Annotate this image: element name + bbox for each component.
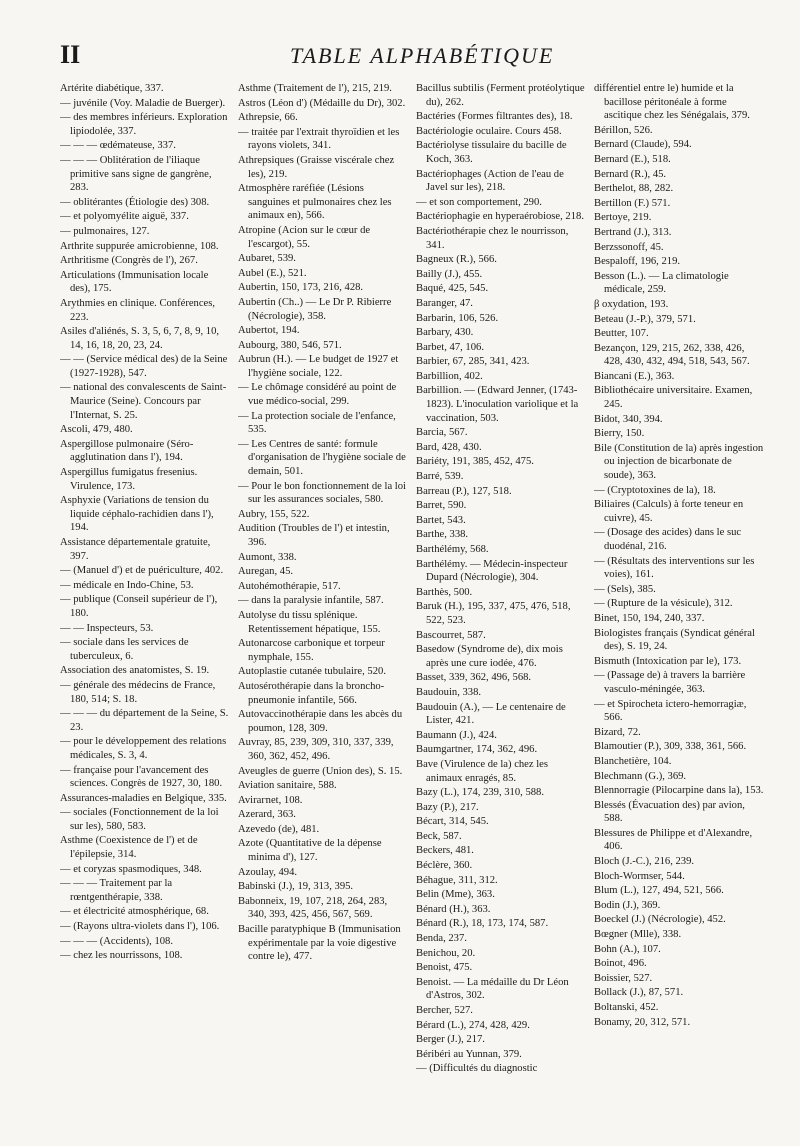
index-entry: Blum (L.), 127, 494, 521, 566. <box>594 885 724 897</box>
index-entry: Autovaccinothérapie dans les abcès du poumon, 128, 309. <box>238 709 403 734</box>
index-entry: — Le chômage considéré au point de vue médico-social, 299. <box>238 382 397 408</box>
index-entry: Boinot, 496. <box>594 958 647 970</box>
index-entry: — pour le développement des relations médicales, S. 3, 4. <box>60 736 227 761</box>
index-entry: Azoulay, 494. <box>238 866 298 878</box>
index-entry: — Les Centres de santé: formule d'organisation de l'hygiène sociale de demain, 501. <box>238 438 406 478</box>
index-entry: Baruk (H.), 195, 337, 475, 476, 518, 522, 523. <box>416 601 571 626</box>
index-entry: Bodin (J.), 369. <box>594 899 661 911</box>
index-entry: Basedow (Syndrome de), dix mois après une cure iodée, 476. <box>416 644 563 669</box>
index-entry: Aubrun (H.). — Le budget de 1927 et l'hygiène sociale, 122. <box>238 354 399 379</box>
index-entry: Bernard (E.), 518. <box>594 153 671 165</box>
index-entry: — juvénile (Voy. Maladie de Buerger). <box>60 97 226 109</box>
index-entry: Arthritisme (Congrès de l'), 267. <box>60 255 198 267</box>
index-entry: Bismuth (Intoxication par le), 173. <box>594 655 742 667</box>
index-entry: Barthe, 338. <box>416 529 469 541</box>
index-entry: Bartet, 543. <box>416 514 466 526</box>
index-entry: Aubel (E.), 521. <box>238 267 307 279</box>
index-entry: Aubaret, 539. <box>238 253 296 265</box>
index-entry: Barbarin, 106, 526. <box>416 312 499 324</box>
index-entry: — chez les nourrissons, 108. <box>60 950 183 962</box>
index-entry: — traitée par l'extrait thyroïdien et les rayons violets, 341. <box>238 126 400 152</box>
index-entry: Aviation sanitaire, 588. <box>238 780 337 792</box>
index-entry: Aubertot, 194. <box>238 325 300 337</box>
index-entry: Bécart, 314, 545. <box>416 816 489 828</box>
index-entry: Bonamy, 20, 312, 571. <box>594 1016 691 1028</box>
index-entry: — française pour l'avancement des sciences. Congrès de 1927, 30, 180. <box>60 764 223 790</box>
index-entry: Athrepsie, 66. <box>238 112 298 124</box>
index-entry: Biliaires (Calculs) à forte teneur en cuivre), 45. <box>594 499 744 524</box>
index-entry: — (Résultats des interventions sur les voies), 161. <box>594 555 755 581</box>
index-entry: Barbillion. — (Edward Jenner, (1743-1823). L'inoculation variolique et la vaccination, 503. <box>416 385 579 424</box>
index-entry: Biologistes français (Syndicat général des), S. 19, 24. <box>594 627 755 653</box>
index-entry: Bollack (J.), 87, 571. <box>594 987 684 999</box>
index-entry: Athrepsiques (Graisse viscérale chez les), 219. <box>238 154 395 180</box>
index-entry: — (Dosage des acides) dans le suc duodénal, 216. <box>594 527 742 552</box>
index-entry: Bazy (L.), 174, 239, 310, 588. <box>416 787 544 799</box>
index-entry: Bernard (R.), 45. <box>594 168 667 180</box>
index-entry: Baudouin (A.), — Le centenaire de Lister, 421. <box>416 701 566 727</box>
index-entry: Bactériothérapie chez le nourrisson, 341. <box>416 225 569 251</box>
index-entry: Bezançon, 129, 215, 262, 338, 426, 428, 430, 432, 494, 518, 543, 567. <box>594 342 750 368</box>
index-entry: Autolyse du tissu splénique. Retentissement hépatique, 155. <box>238 609 381 635</box>
index-entry: — médicale en Indo-Chine, 53. <box>60 579 194 591</box>
index-entry: Bespaloff, 196, 219. <box>594 256 681 268</box>
index-entry: — national des convalescents de Saint-Maurice (Seine). Concours par l'Internat, S. 25. <box>60 382 227 421</box>
index-entry: Auregan, 45. <box>238 566 294 578</box>
index-entry: Autosérothérapie dans la broncho-pneumonie infantile, 566. <box>238 680 385 706</box>
index-entry: Barbier, 67, 285, 341, 423. <box>416 356 530 368</box>
index-entry: Bierry, 150. <box>594 428 645 440</box>
index-entry: Arythmies en clinique. Conférences, 223. <box>60 297 216 323</box>
index-entry: Béclère, 360. <box>416 860 473 872</box>
index-entry: Autohémothérapie, 517. <box>238 580 341 592</box>
index-entry: Barreau (P.), 127, 518. <box>416 485 512 497</box>
index-entry: — dans la paralysie infantile, 587. <box>238 595 384 607</box>
page-number: II <box>60 40 81 69</box>
index-entry: Baranger, 47. <box>416 297 473 309</box>
index-entry: Blechmann (G.), 369. <box>594 770 687 782</box>
index-entry: Bactéries (Formes filtrantes des), 18. <box>416 111 573 123</box>
index-entry: — — (Service médical des) de la Seine (1927-1928), 547. <box>60 354 228 379</box>
index-entry: Bizard, 72. <box>594 726 641 738</box>
index-entry: Benichou, 20. <box>416 947 476 959</box>
index-entry: Belin (Mme), 363. <box>416 889 495 901</box>
index-entry: Baqué, 425, 545. <box>416 283 489 295</box>
index-entry: Barthélémy. — Médecin-inspecteur Dupard (Nécrologie), 304. <box>416 558 568 584</box>
index-entry: Barret, 590. <box>416 500 467 512</box>
index-entry: Bénard (R.), 18, 173, 174, 587. <box>416 918 549 930</box>
index-entry: Bérard (L.), 274, 428, 429. <box>416 1019 530 1031</box>
index-entry: Bloch (J.-C.), 216, 239. <box>594 856 695 868</box>
index-entry: Benoist. — La médaille du Dr Léon d'Astros, 302. <box>416 976 569 1002</box>
index-entry: Bertrand (J.), 313. <box>594 226 672 238</box>
index-entry: Babonneix, 19, 107, 218, 264, 283, 340, 393, 425, 456, 567, 569. <box>238 895 388 921</box>
index-column-4 <box>594 82 764 1077</box>
index-entry: Autonarcose carbonique et torpeur nymphale, 155. <box>238 638 385 663</box>
index-entry: — et son comportement, 290. <box>416 196 542 208</box>
index-entry: Aubertin (Ch..) — Le Dr P. Ribierre (Nécrologie), 358. <box>238 296 392 322</box>
index-entry: Bactériolyse tissulaire du bacille de Koch, 363. <box>416 140 567 165</box>
index-entry: — — — Oblitération de l'iliaque primitive sans signe de gangrène, 283. <box>60 154 212 194</box>
index-entry: Beckers, 481. <box>416 845 474 857</box>
index-entry: — pulmonaires, 127. <box>60 225 150 237</box>
index-entry: Bibliothécaire universitaire. Examen, 245. <box>594 385 753 411</box>
index-entry: — (Rupture de la vésicule), 312. <box>594 598 733 610</box>
index-entry: — — — du département de la Seine, S. 23. <box>60 708 229 733</box>
index-entry: — — — (Accidents), 108. <box>60 935 173 947</box>
index-entry: Besson (L.). — La climatologie médicale, 259. <box>594 270 729 296</box>
index-entry: Barré, 539. <box>416 471 464 483</box>
index-entry: Bertillon (F.) 571. <box>594 197 671 209</box>
index-entry: Auvray, 85, 239, 309, 310, 337, 339, 360, 362, 452, 496. <box>238 737 394 762</box>
index-entry: Aveugles de guerre (Union des), S. 15. <box>238 765 403 777</box>
index-entry: Aspergillose pulmonaire (Séro-agglutination dans l'), 194. <box>60 438 194 464</box>
index-entry: Berzssonoff, 45. <box>594 241 664 253</box>
index-entry: Bœgner (Mlle), 338. <box>594 929 682 941</box>
index-entry: Bariéty, 191, 385, 452, 475. <box>416 456 534 468</box>
index-entry: Articulations (Immunisation locale des), 175. <box>60 269 209 295</box>
index-entry: Azote (Quantitative de la dépense minima d'), 127. <box>238 838 382 864</box>
index-entry: — sociale dans les services de tuberculeux, 6. <box>60 637 189 662</box>
index-entry: — publique (Conseil supérieur de l'), 180. <box>60 594 218 619</box>
index-entry: Azerard, 363. <box>238 809 296 821</box>
index-entry: β oxydation, 193. <box>594 298 669 310</box>
index-entry: Beteau (J.-P.), 379, 571. <box>594 313 696 325</box>
index-entry: Artérite diabétique, 337. <box>60 83 164 94</box>
index-entry: Aspergillus fumigatus fresenius. Virulence, 173. <box>60 467 198 492</box>
index-entry: Bloch-Wormser, 544. <box>594 870 685 882</box>
index-entry: — (Sels), 385. <box>594 583 656 595</box>
index-entry: — (Manuel d') et de puériculture, 402. <box>60 565 224 577</box>
index-entry: Béhague, 311, 312. <box>416 874 498 886</box>
index-entry: Baumgartner, 174, 362, 496. <box>416 744 538 756</box>
index-entry: Bactériophagie en hyperaérobiose, 218. <box>416 211 584 223</box>
index-entry: — et coryzas spasmodiques, 348. <box>60 863 202 875</box>
index-entry: Barbary, 430. <box>416 327 474 339</box>
index-entry: Bailly (J.), 455. <box>416 268 483 280</box>
index-entry: Bave (Virulence de la) chez les animaux enragés, 85. <box>416 758 549 784</box>
index-entry: — — — Traitement par la rœntgenthérapie, 338. <box>60 878 173 903</box>
index-entry: Béribéri au Yunnan, 379. <box>416 1048 522 1060</box>
index-entry: — et polyomyélite aiguë, 337. <box>60 211 189 223</box>
index-entry: Assurances-maladies en Belgique, 335. <box>60 792 227 804</box>
index-column-2 <box>238 82 408 1077</box>
index-entry: Asiles d'aliénés, S. 3, 5, 6, 7, 8, 9, 10, 14, 16, 18, 20, 23, 24. <box>60 326 220 351</box>
index-entry: Astros (Léon d') (Médaille du Dr), 302. <box>238 97 406 109</box>
index-column-1 <box>60 82 230 1077</box>
index-entry: Bidot, 340, 394. <box>594 413 663 425</box>
index-entry: Bazy (P.), 217. <box>416 801 479 813</box>
index-entry: Aubourg, 380, 546, 571. <box>238 339 342 351</box>
index-entry: Bertoye, 219. <box>594 212 652 224</box>
index-entry: Boeckel (J.) (Nécrologie), 452. <box>594 914 726 926</box>
index-entry: Blessures de Philippe et d'Alexandre, 406. <box>594 827 753 853</box>
index-entry: Arthrite suppurée amicrobienne, 108. <box>60 240 219 252</box>
index-entry: — (Rayons ultra-violets dans l'), 106. <box>60 921 220 933</box>
index-entry: Benda, 237. <box>416 933 467 945</box>
index-entry: Bénard (H.), 363. <box>416 903 491 915</box>
index-entry: Avirагnet, 108. <box>238 794 303 806</box>
index-entry: Bacille paratyphique B (Immunisation expérimentale par la voie digestive contre le), 477. <box>238 924 401 963</box>
index-entry: Bacillus subtilis (Ferment protéolytique du), 262. <box>416 83 585 108</box>
index-entry: Beutter, 107. <box>594 328 649 340</box>
index-entry: — oblitérantes (Étiologie des) 308. <box>60 196 210 208</box>
index-entry: Azevedo (de), 481. <box>238 823 320 835</box>
index-entry: Bérillon, 526. <box>594 124 653 136</box>
index-entry: Berthelot, 88, 282. <box>594 183 674 195</box>
index-entry: Audition (Troubles de l') et intestin, 396. <box>238 523 390 548</box>
index-entry: — (Difficultés du diagnostic <box>416 1063 538 1075</box>
index-entry: Bactériologie oculaire. Cours 458. <box>416 125 562 137</box>
index-entry: Binet, 150, 194, 240, 337. <box>594 612 705 624</box>
index-entry: différentiel entre le) humide et la bacillose péritonéale à forme ascitique chez les Sénégalais, 379. <box>594 83 750 122</box>
index-entry: Baumann (J.), 424. <box>416 729 497 741</box>
index-entry: Bascourret, 587. <box>416 629 486 641</box>
index-entry: Bagneux (R.), 566. <box>416 254 497 266</box>
index-entry: Ascoli, 479, 480. <box>60 424 133 436</box>
index-entry: — (Passage de) à travers la barrière vasculo-méningée, 363. <box>594 670 746 695</box>
index-entry: — et Spirocheta ictero-hemorragiæ, 566. <box>594 698 747 724</box>
page-title: TABLE ALPHABÉTIQUE <box>290 43 555 68</box>
index-entry: Autoplastie cutanée tubulaire, 520. <box>238 666 386 678</box>
index-entry: Aubry, 155, 522. <box>238 508 310 520</box>
index-entry: — — — œdémateuse, 337. <box>60 140 176 152</box>
index-entry: Barbet, 47, 106. <box>416 341 484 353</box>
index-column-3 <box>416 82 586 1077</box>
index-entry: Bard, 428, 430. <box>416 441 482 453</box>
index-entry: — (Cryptotoxines de la), 18. <box>594 484 716 496</box>
index-entry: Berger (J.), 217. <box>416 1034 485 1046</box>
index-entry: Bactériophages (Action de l'eau de Javel sur les), 218. <box>416 168 564 194</box>
index-entry: Boissier, 527. <box>594 972 653 984</box>
index-entry: Atmosphère raréfiée (Lésions sanguines et pulmonaires chez les animaux en), 566. <box>238 183 392 222</box>
index-entry: Aubertin, 150, 173, 216, 428. <box>238 282 364 294</box>
index-entry: Assistance départementale gratuite, 397. <box>60 537 211 562</box>
index-entry: Barcia, 567. <box>416 427 468 439</box>
index-entry: Bohn (A.), 107. <box>594 943 661 955</box>
index-entry: — — Inspecteurs, 53. <box>60 622 154 634</box>
index-entry: Asthme (Traitement de l'), 215, 219. <box>238 83 392 94</box>
index-entry: Blamoutier (P.), 309, 338, 361, 566. <box>594 741 747 753</box>
index-entry: Beck, 587. <box>416 830 462 842</box>
index-entry: Asphyxie (Variations de tension du liquide céphalo-rachidien dans l'), 194. <box>60 495 214 534</box>
index-entry: Boltanski, 452. <box>594 1002 659 1013</box>
index-entry: Bercher, 527. <box>416 1005 473 1016</box>
index-entry: Blessés (Évacuation des) par avion, 588. <box>594 799 745 825</box>
index-entry: — sociales (Fonctionnement de la loi sur les), 580, 583. <box>60 807 219 832</box>
index-entry: Blanchetière, 104. <box>594 755 672 767</box>
index-entry: Bile (Constitution de la) après ingestion ou injection de bicarbonate de soude), 363. <box>594 442 764 482</box>
index-entry: — générale des médecins de France, 180, 514; S. 18. <box>60 679 216 705</box>
index-entry: Basset, 339, 362, 496, 568. <box>416 672 532 684</box>
index-entry: — et électricité atmosphérique, 68. <box>60 906 209 918</box>
index-entry: Biancani (E.), 363. <box>594 370 675 382</box>
index-entry: — Pour le bon fonctionnement de la loi sur les assurances sociales, 580. <box>238 480 406 506</box>
index-entry: Asthme (Coexistence de l') et de l'épilepsie, 314. <box>60 835 198 861</box>
index-entry: Blennorragie (Pilocarpine dans la), 153. <box>594 785 764 797</box>
index-entry: — La protection sociale de l'enfance, 535. <box>238 410 396 436</box>
page-header <box>60 40 764 76</box>
index-entry: Aumont, 338. <box>238 551 297 563</box>
index-entry: Atropine (Acion sur le cœur de l'escargot), 55. <box>238 224 371 250</box>
index-entry: Bernard (Claude), 594. <box>594 139 692 151</box>
index-entry: Barthélémy, 568. <box>416 544 489 555</box>
index-columns <box>60 82 764 1077</box>
index-entry: Barthès, 500. <box>416 586 473 598</box>
index-entry: Association des anatomistes, S. 19. <box>60 665 210 677</box>
index-entry: Baudouin, 338. <box>416 686 482 698</box>
index-entry: Benoist, 475. <box>416 962 473 974</box>
index-entry: — des membres inférieurs. Exploration lipiodolée, 337. <box>60 112 228 137</box>
index-entry: Babinski (J.), 19, 313, 395. <box>238 881 354 893</box>
index-entry: Barbillion, 402. <box>416 370 483 382</box>
